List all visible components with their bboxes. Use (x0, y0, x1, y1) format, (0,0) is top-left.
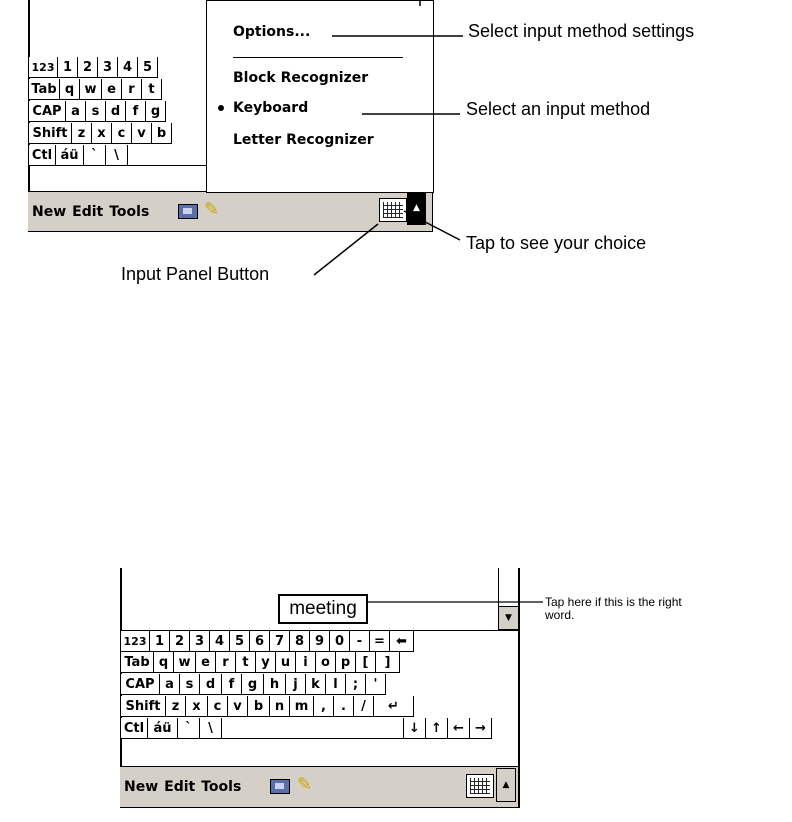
scroll-down-button[interactable]: ▼ (498, 606, 519, 630)
key[interactable]: ` (178, 718, 200, 739)
key[interactable]: ` (84, 145, 106, 166)
key[interactable]: a (160, 674, 180, 695)
key[interactable]: , (314, 696, 334, 717)
key[interactable]: a (66, 101, 86, 122)
key[interactable]: - (350, 631, 370, 652)
key[interactable]: z (166, 696, 186, 717)
backspace-key[interactable]: ⬅ (390, 631, 414, 652)
key[interactable]: / (354, 696, 374, 717)
key[interactable]: Ctl (28, 145, 56, 166)
up-arrow-icon[interactable]: ▲ (407, 191, 426, 225)
key[interactable]: c (208, 696, 228, 717)
key[interactable]: áü (148, 718, 178, 739)
key[interactable]: 9 (310, 631, 330, 652)
key[interactable]: 4 (210, 631, 230, 652)
key[interactable]: v (228, 696, 248, 717)
menu-new[interactable]: New (32, 203, 67, 220)
key[interactable]: CAP (28, 101, 66, 122)
key[interactable]: Tab (28, 79, 60, 100)
key[interactable]: j (286, 674, 306, 695)
key[interactable]: e (196, 652, 216, 673)
up-arrow-key[interactable]: ↑ (426, 718, 448, 739)
bottom-kb-row-3 (120, 674, 518, 695)
callout-right-word: Tap here if this is the right word. (545, 595, 682, 622)
key[interactable]: r (122, 79, 142, 100)
key[interactable]: 7 (270, 631, 290, 652)
down-arrow-key[interactable]: ↓ (404, 718, 426, 739)
keyboard-icon[interactable] (466, 774, 494, 798)
key[interactable]: u (276, 652, 296, 673)
key[interactable]: 3 (98, 57, 118, 78)
key[interactable]: v (132, 123, 152, 144)
key[interactable]: b (248, 696, 270, 717)
key[interactable]: z (72, 123, 92, 144)
callout-panel-button: Input Panel Button (121, 264, 270, 284)
right-arrow-key[interactable]: → (470, 718, 492, 739)
key[interactable]: 5 (230, 631, 250, 652)
menu-edit[interactable]: Edit (72, 203, 104, 220)
key[interactable]: i (296, 652, 316, 673)
pen-icon[interactable]: ✎ (297, 774, 313, 795)
key[interactable]: c (112, 123, 132, 144)
menu-new[interactable]: New (124, 779, 159, 795)
key[interactable]: ' (366, 674, 386, 695)
key[interactable]: p (336, 652, 356, 673)
top-callout-lines (0, 0, 792, 300)
key[interactable]: q (60, 79, 80, 100)
enter-key[interactable]: ↵ (374, 696, 414, 717)
key[interactable]: Ctl (120, 718, 148, 739)
menu-item-block-recognizer[interactable]: Block Recognizer (233, 70, 369, 86)
key[interactable]: CAP (120, 674, 160, 695)
key[interactable]: k (306, 674, 326, 695)
key[interactable]: q (154, 652, 174, 673)
key[interactable]: Shift (28, 123, 72, 144)
key[interactable]: ] (376, 652, 400, 673)
key[interactable]: t (236, 652, 256, 673)
pen-icon[interactable]: ✎ (204, 199, 220, 220)
key[interactable]: f (222, 674, 242, 695)
callout-choice: Tap to see your choice (466, 233, 647, 253)
key[interactable]: . (334, 696, 354, 717)
key[interactable]: \ (200, 718, 222, 739)
key[interactable]: Tab (120, 652, 154, 673)
bottom-kb-row-5 (120, 718, 518, 739)
callout-method: Select an input method (466, 99, 651, 119)
key[interactable]: h (264, 674, 286, 695)
key[interactable]: w (80, 79, 102, 100)
key[interactable]: x (186, 696, 208, 717)
key[interactable]: Shift (120, 696, 166, 717)
bottom-kb-row-4 (120, 696, 518, 717)
key[interactable]: t (142, 79, 162, 100)
menu-item-options[interactable]: Options... (233, 24, 311, 40)
key[interactable]: l (326, 674, 346, 695)
menu-tools[interactable]: Tools (201, 779, 242, 795)
key[interactable]: g (242, 674, 264, 695)
key[interactable]: 1 (58, 57, 78, 78)
key[interactable]: d (200, 674, 222, 695)
key[interactable]: 2 (170, 631, 190, 652)
key[interactable]: 123 (28, 57, 58, 78)
key[interactable]: r (216, 652, 236, 673)
key[interactable]: x (92, 123, 112, 144)
key[interactable]: 2 (78, 57, 98, 78)
word-suggestion[interactable]: meeting (278, 594, 368, 624)
key[interactable]: = (370, 631, 390, 652)
key[interactable]: 123 (120, 631, 150, 652)
key[interactable]: 8 (290, 631, 310, 652)
key[interactable]: g (146, 101, 166, 122)
input-panel-icon[interactable] (270, 779, 290, 794)
spacebar[interactable] (222, 718, 404, 739)
key[interactable]: w (174, 652, 196, 673)
bottom-menubar (120, 766, 518, 807)
key[interactable]: 0 (330, 631, 350, 652)
key[interactable]: o (316, 652, 336, 673)
key[interactable]: [ (356, 652, 376, 673)
key[interactable]: 5 (138, 57, 158, 78)
key[interactable]: s (180, 674, 200, 695)
key[interactable]: f (126, 101, 146, 122)
left-arrow-key[interactable]: ← (448, 718, 470, 739)
key[interactable]: m (290, 696, 314, 717)
key[interactable]: y (256, 652, 276, 673)
key[interactable]: n (270, 696, 290, 717)
menu-tools[interactable]: Tools (109, 203, 150, 220)
key[interactable]: d (106, 101, 126, 122)
key[interactable]: 4 (118, 57, 138, 78)
key[interactable]: 1 (150, 631, 170, 652)
key[interactable]: s (86, 101, 106, 122)
key[interactable]: \ (106, 145, 128, 166)
menu-item-letter-recognizer[interactable]: Letter Recognizer (233, 132, 374, 148)
callout-settings: Select input method settings (468, 21, 695, 41)
menu-item-keyboard[interactable]: Keyboard (233, 100, 309, 116)
key[interactable]: áü (56, 145, 84, 166)
key[interactable]: e (102, 79, 122, 100)
key[interactable]: 6 (250, 631, 270, 652)
key[interactable]: ; (346, 674, 366, 695)
key[interactable]: b (152, 123, 172, 144)
menu-edit[interactable]: Edit (164, 779, 196, 795)
up-arrow-icon[interactable]: ▲ (496, 768, 516, 802)
key[interactable]: 3 (190, 631, 210, 652)
